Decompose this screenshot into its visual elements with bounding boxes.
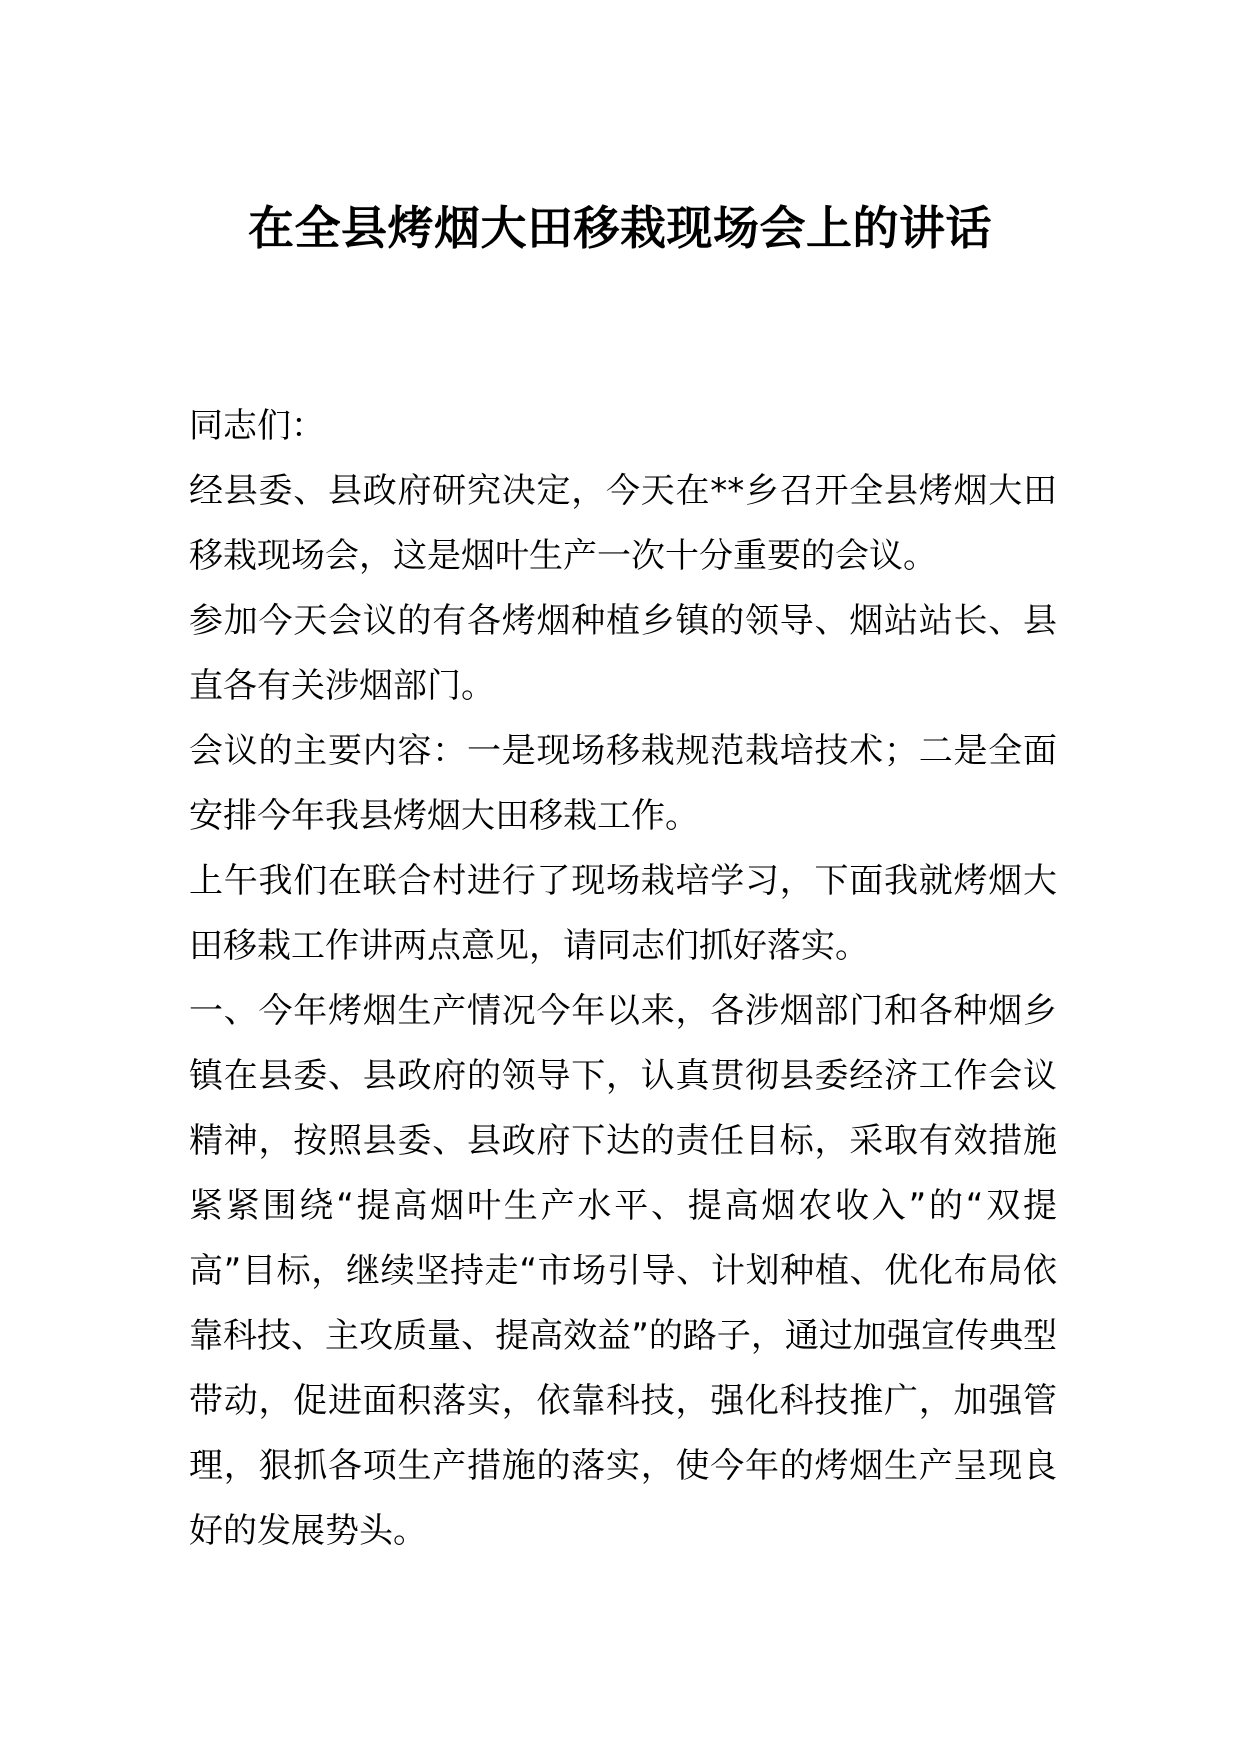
paragraph: 经县委、县政府研究决定，今天在**乡召开全县烤烟大田移栽现场会，这是烟叶生产一次十分重要的会议。 <box>189 471 1057 576</box>
paragraph: 会议的主要内容：一是现场移栽规范栽培技术；二是全面安排今年我县烤烟大田移栽工作。 <box>189 731 1057 836</box>
document-body <box>189 394 1057 1564</box>
salutation: 同志们： <box>189 406 325 446</box>
document-title: 在全县烤烟大田移栽现场会上的讲话 <box>248 201 992 255</box>
paragraph: 上午我们在联合村进行了现场栽培学习，下面我就烤烟大田移栽工作讲两点意见，请同志们抓好落实。 <box>189 861 1057 966</box>
paragraph: 一、今年烤烟生产情况今年以来，各涉烟部门和各种烟乡镇在县委、县政府的领导下，认真贯彻县委经济工作会议精神，按照县委、县政府下达的责任目标，采取有效措施紧紧围绕“提高烟叶生产水平、提高烟农收入”的“双提高”目标，继续坚持走“市场引导、计划种植、优化布局依靠科技、主攻质量、提高效益”的路子，通过加强宣传典型带动，促进面积落实，依靠科技，强化科技推广，加强管理，狠抓各项生产措施的落实，使今年的烤烟生产呈现良好的发展势头。 <box>189 991 1057 1551</box>
paragraph: 参加今天会议的有各烤烟种植乡镇的领导、烟站站长、县直各有关涉烟部门。 <box>189 601 1057 706</box>
